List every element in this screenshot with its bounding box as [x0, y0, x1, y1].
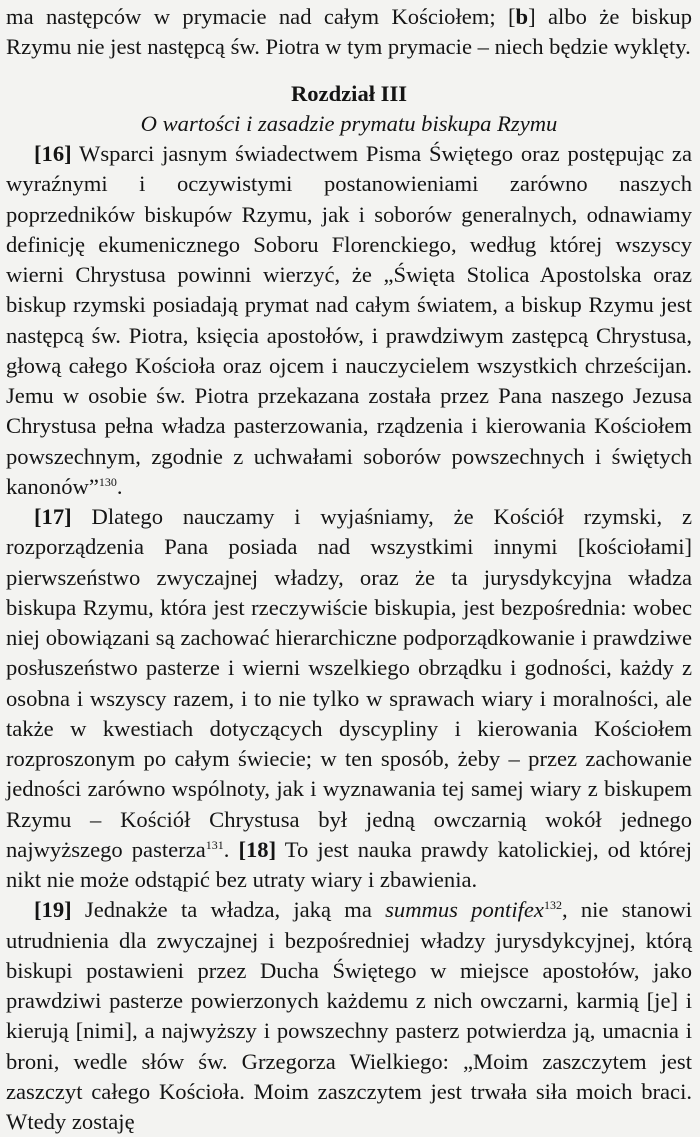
paragraph-text-end: . [116, 473, 123, 499]
paragraph-18-text: To jest nauka prawdy katolickiej, od której nikt nie może odstąpić bez utraty wiary i zbawienia. [6, 836, 692, 892]
chapter-subtitle: O wartości i zasadzie prymatu biskupa Rzymu [140, 110, 558, 136]
intro-paragraph [6, 2, 692, 63]
paragraph-text: Jednakże ta władza, jaką ma [71, 897, 386, 923]
paragraph-number-18: [18] [238, 836, 277, 862]
paragraph-16 [6, 139, 692, 502]
chapter-heading [6, 79, 692, 140]
paragraph-text: Wsparci jasnym świadectwem Pisma Świętego oraz postępując za wyraźnymi i oczywistymi postanowieniami zarówno naszych poprzedników biskupów Rzymu, jak i soborów generalnych, odnawiamy definicję ekumenicznego Soboru Florenckiego, według której wszyscy wierni Chrystusa powinni wierzyć, że „Święta Stolica Apostolska oraz biskup rzymski posiadają prymat nad całym światem, a biskup Rzymu jest następcą św. Piotra, księcia apostołów, i prawdziwym zastępcą Chrystusa, głową całego Kościoła oraz ojcem i nauczycielem wszystkich chrześcijan. Jemu w osobie św. Piotra przekazana została przez Pana naszego Jezusa Chrystusa pełna władza pasterzowania, rządzenia i kierowania Kościołem powszechnym, zgodnie z uchwałami soborów powszechnych i świętych kanonów” [6, 141, 692, 499]
paragraph-17 [6, 502, 692, 895]
paragraph-text: Dlatego nauczamy i wyjaśniamy, że Kościół rzymski, z rozporządzenia Pana posiada nad wszystkimi innymi [kościołami] pierwszeństwo zwyczajnej władzy, oraz że ta jurysdykcyjna władza biskupa Rzymu, która jest rzeczywiście biskupia, jest bezpośrednia: wobec niej obowiązani są zachować hierarchiczne podporządkowanie i prawdziwe posłuszeństwo pasterze i wierni wszelkiego obrządku i godności, każdy z osobna i wszyscy razem, i to nie tylko w sprawach wiary i moralności, ale także w kwestiach dotyczących dyscypliny i kierowania Kościołem rozproszonym po całym świecie; w ten sposób, żeby – przez zachowanie jedności zarówno wspólnoty, jak i wyznawania tej samej wiary z biskupem Rzymu – Kościół Chrystusa był jedną owczarnią wokół jednego najwyższego pasterza [6, 504, 692, 862]
intro-letter: b [515, 4, 529, 29]
footnote-marker: 132 [543, 898, 562, 913]
paragraph-text-after-footnote: . [223, 836, 239, 862]
paragraph-number: [16] [34, 141, 72, 166]
footnote-marker: 130 [98, 474, 117, 489]
chapter-title: Rozdział III [290, 80, 408, 106]
intro-text-before: ma następców w prymacie nad całym Kościołem; [ [6, 4, 516, 29]
paragraph-number: [17] [34, 504, 72, 529]
paragraph-text-continued: , nie stanowi utrudnienia dla zwyczajnej i bezpośredniej władzy jurysdykcyjnej, którą biskupi postawieni przez Ducha Świętego w miejsce apostołów, jako prawdziwi pasterze powierzonych każdemu z nich owczarni, karmią [je] i kierują [nimi], a najwyższy i powszechny pasterz potwierdza ją, umacnia i broni, wedle słów św. Grzegorza Wielkiego: „Moim zaszczytem jest zaszczyt całego Kościoła. Moim zaszczytem jest trwała siła moich braci. Wtedy zostaję [6, 897, 692, 1134]
intro-text-after: ] albo że biskup Rzymu nie jest następcą św. Piotra w tym prymacie – niech będzie wyklęty. [6, 4, 692, 60]
footnote-marker: 131 [205, 837, 224, 852]
latin-term: summus pontifex [385, 897, 544, 923]
paragraph-19 [6, 895, 692, 1137]
paragraph-number: [19] [34, 897, 72, 923]
